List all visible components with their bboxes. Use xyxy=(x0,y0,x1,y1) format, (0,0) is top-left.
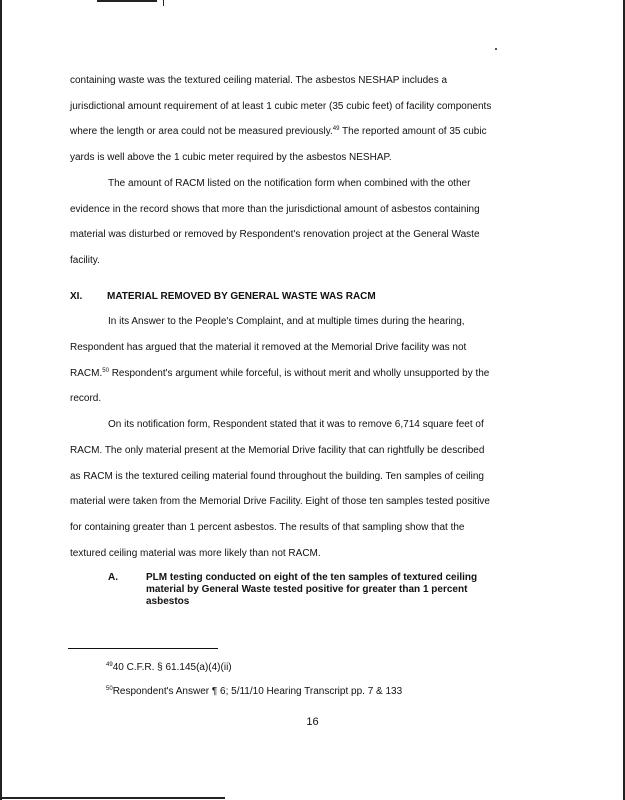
footnote-marker: 50 xyxy=(106,686,113,692)
subsection-title-line: PLM testing conducted on eight of the ten samples of textured ceiling xyxy=(146,572,478,584)
body-line: The amount of RACM listed on the notification form when combined with the other xyxy=(108,177,471,189)
body-line xyxy=(70,361,548,387)
body-text: where the length or area could not be measured previously. xyxy=(70,126,333,138)
body-line: record. xyxy=(70,393,102,405)
body-line: for containing greater than 1 percent asbestos. The results of that sampling show that the xyxy=(70,521,465,533)
footnote-marker: 49 xyxy=(106,662,113,668)
top-border-tick xyxy=(163,0,164,6)
body-line: In its Answer to the People's Complaint, and at multiple times during the hearing, xyxy=(108,316,465,328)
body-line: material were taken from the Memorial Drive Facility. Eight of those ten samples tested positive xyxy=(70,496,490,508)
top-border-mark xyxy=(97,0,157,2)
body-line: as RACM is the textured ceiling material found throughout the building. Ten samples of ceiling xyxy=(70,470,484,482)
scan-speck xyxy=(495,48,497,50)
footnote-ref-50: 50 xyxy=(102,367,109,374)
section-number: XI. xyxy=(70,290,83,302)
footnote-text: Respondent's Answer ¶ 6; 5/11/10 Hearing Transcript pp. 7 & 133 xyxy=(112,686,403,697)
left-scan-border xyxy=(0,0,2,800)
body-text: Respondent's argument while forceful, is without merit and wholly unsupported by the xyxy=(108,367,490,379)
section-title: MATERIAL REMOVED BY GENERAL WASTE WAS RACM xyxy=(107,290,376,302)
bottom-scan-border xyxy=(0,797,225,799)
footnote-text: 40 C.F.R. § 61.145(a)(4)(ii) xyxy=(112,662,232,673)
section-heading xyxy=(70,284,548,310)
footnote-50 xyxy=(106,686,402,697)
body-line xyxy=(70,119,548,145)
subsection-letter: A. xyxy=(108,572,118,584)
body-line: jurisdictional amount requirement of at least 1 cubic meter (35 cubic feet) of facility components xyxy=(70,100,492,112)
body-text: The reported amount of 35 cubic xyxy=(339,126,487,138)
body-line: containing waste was the textured ceiling material. The asbestos NESHAP includes a xyxy=(70,75,448,86)
subsection-title-line: material by General Waste tested positive for greater than 1 percent xyxy=(146,584,468,596)
body-line: RACM. The only material present at the Memorial Drive facility that can rightfully be described xyxy=(70,444,485,456)
footnote-49 xyxy=(106,662,232,673)
page-number: 16 xyxy=(306,716,319,728)
subsection-heading xyxy=(70,572,548,608)
footnote-ref-49: 49 xyxy=(332,126,340,133)
body-line: material was disturbed or removed by Respondent's renovation project at the General Waste xyxy=(70,229,480,241)
footnote-divider xyxy=(68,648,218,649)
body-line: yards is well above the 1 cubic meter required by the asbestos NESHAP. xyxy=(70,152,392,164)
body-line: Respondent has argued that the material it removed at the Memorial Drive facility was not xyxy=(70,342,467,354)
body-line: On its notification form, Respondent stated that it was to remove 6,714 square feet of xyxy=(108,419,484,431)
body-line: evidence in the record shows that more than the jurisdictional amount of asbestos containing xyxy=(70,203,480,215)
body-text: RACM. xyxy=(70,367,103,379)
subsection-title-line: asbestos xyxy=(146,596,190,608)
body-line: facility. xyxy=(70,254,100,266)
document-body xyxy=(70,68,548,608)
body-line: textured ceiling material was more likely than not RACM. xyxy=(70,547,321,559)
